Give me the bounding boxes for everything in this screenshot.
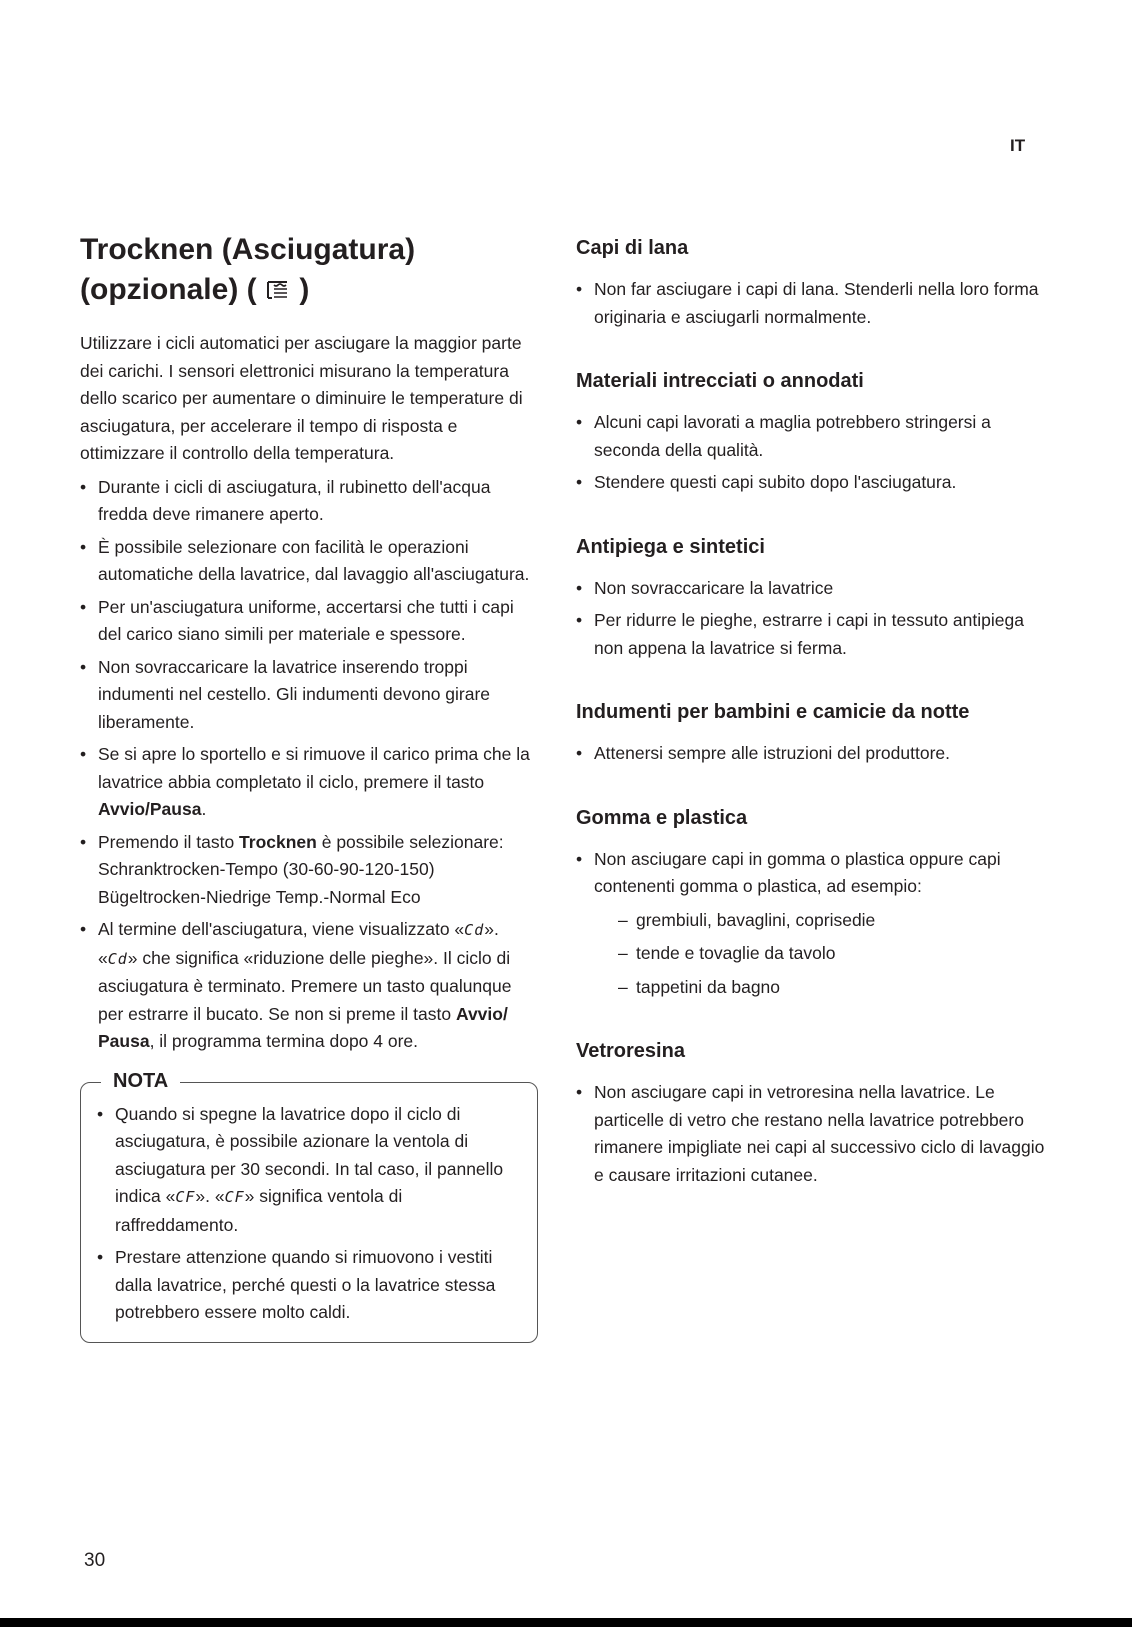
list-item [80, 916, 538, 1056]
bullet-text-after: è possibile selezionare: [316, 831, 504, 852]
bullet-list [80, 474, 538, 1056]
bullet-dot: • [97, 1103, 104, 1124]
bullet-text: È possibile selezionare con facilità le operazioni automatiche della lavatrice, dal lavaggio all'asciugatura. [98, 536, 530, 584]
button-name-avvio-pausa: Avvio/ Pausa [98, 1003, 508, 1051]
bullet-text: Non asciugare capi in vetroresina nella lavatrice. Le particelle di vetro che restano nella lavatrice potrebbero rimanere impigliate nei capi al successivo ciclo di lavaggio e causare irritazioni cutanee. [594, 1082, 1045, 1185]
bullet-dot: • [80, 656, 87, 677]
bullet-dot: • [576, 577, 583, 598]
bullet-text: Non far asciugare i capi di lana. Stenderli nella loro forma originaria e asciugarli normalmente. [594, 279, 1039, 327]
title-line1: Trocknen (Asciugatura) [80, 233, 416, 266]
bullet-text: Non sovraccaricare la lavatrice [594, 577, 834, 598]
bullet-list [576, 846, 1046, 1002]
bullet-text: ». « [98, 919, 499, 968]
list-item [80, 474, 538, 529]
bullet-dot: • [576, 279, 583, 299]
bullet-dot: • [576, 472, 583, 492]
bullet-dot: • [80, 476, 87, 497]
list-item [80, 654, 538, 737]
bullet-text: Premendo il tasto [98, 831, 240, 852]
list-item [618, 974, 1046, 1002]
list-item [576, 607, 1046, 662]
dash-list [594, 907, 1046, 1002]
section-heading: Antipiega e sintetici [576, 535, 765, 558]
note-box [80, 1069, 538, 1343]
bullet-list [576, 575, 1046, 663]
page-title [80, 230, 538, 310]
note-text: ». « [195, 1186, 225, 1206]
note-text: » significa ventola di raffreddamento. [115, 1186, 403, 1235]
section-capi-di-lana [576, 234, 1046, 331]
language-code: IT [1010, 136, 1026, 155]
section-heading: Indumenti per bambini e camicie da notte [576, 701, 970, 723]
bullet-text-end: . [201, 799, 207, 819]
bullet-text: Attenersi sempre alle istruzioni del produttore. [594, 743, 951, 763]
list-item [618, 907, 1046, 935]
bullet-text: Non asciugare capi in gomma o plastica oppure capi contenenti gomma o plastica, ad esempio: [594, 848, 1001, 896]
dash-text: tappetini da bagno [636, 976, 781, 997]
bullet-dot: • [80, 919, 87, 939]
section-heading: Vetroresina [576, 1040, 685, 1062]
note-text: Quando si spegne la lavatrice dopo il ciclo di asciugatura, è possibile azionare la ventola di asciugatura per 30 secondi. In tal caso, il pannello indica « [115, 1103, 504, 1206]
bullet-dot: • [80, 536, 87, 557]
bullet-text: Non sovraccaricare la lavatrice inserendo troppi indumenti nel cestello. Gli indumenti devono girare liberamente. [98, 656, 491, 732]
bullet-dot: • [576, 743, 583, 763]
bullet-dot: • [80, 596, 87, 617]
list-item [576, 846, 1046, 1002]
right-column [576, 234, 1046, 1225]
option-line-2: Bügeltrocken-Niedrige Temp.-Normal Eco [98, 886, 421, 907]
note-title: NOTA [101, 1069, 180, 1093]
display-code-cd: Cd [107, 949, 128, 968]
list-item [97, 1101, 519, 1240]
bullet-text: Alcuni capi lavorati a maglia potrebbero stringersi a seconda della qualità. [594, 412, 991, 460]
bottom-rule [0, 1618, 1132, 1627]
display-code-cf: CF [175, 1188, 196, 1206]
bullet-text-end: , il programma termina dopo 4 ore. [149, 1031, 419, 1051]
bullet-dot: • [576, 610, 583, 630]
list-item [618, 940, 1046, 968]
list-item [576, 469, 1046, 497]
section-materiali-intrecciati [576, 367, 1046, 497]
left-column [80, 230, 538, 1343]
bullet-text: Stendere questi capi subito dopo l'asciugatura. [594, 472, 957, 492]
option-line-1: Schranktrocken-Tempo (30-60-90-120-150) [98, 859, 435, 879]
bullet-dot: • [80, 831, 87, 852]
section-vetroresina [576, 1037, 1046, 1189]
display-code-cd: Cd [464, 921, 485, 939]
list-item [576, 575, 1046, 603]
bullet-text: » che significa «riduzione delle pieghe». Il ciclo di asciugatura è terminato. Premere un tasto qualunque per estrarre il bucato. Se non si preme il tasto [98, 947, 512, 1024]
bullet-dot: • [80, 744, 87, 764]
note-text: Prestare attenzione quando si rimuovono i vestiti dalla lavatrice, perché questi o la lavatrice stessa potrebbero essere molto caldi. [115, 1247, 496, 1322]
dash-text: tende e tovaglie da tavolo [636, 943, 836, 963]
dash-mark: – [618, 943, 628, 963]
section-gomma-plastica [576, 804, 1046, 1002]
dash-text: grembiuli, bavaglini, coprisedie [636, 909, 876, 930]
section-heading: Materiali intrecciati o annodati [576, 370, 864, 392]
bullet-dot: • [576, 848, 583, 869]
dash-mark: – [618, 909, 628, 930]
list-item [576, 276, 1046, 331]
bullet-text: Durante i cicli di asciugatura, il rubinetto dell'acqua fredda deve rimanere aperto. [98, 476, 491, 524]
bullet-dot: • [97, 1247, 104, 1267]
bullet-list [576, 276, 1046, 331]
section-indumenti-bambini [576, 698, 1046, 768]
bullet-text: Per un'asciugatura uniforme, accertarsi che tutti i capi del carico siano simili per materiale e spessore. [98, 596, 514, 644]
bullet-text: Se si apre lo sportello e si rimuove il carico prima che la lavatrice abbia completato il ciclo, premere il tasto [98, 744, 530, 792]
list-item [80, 829, 538, 912]
list-item [80, 534, 538, 589]
bullet-list [576, 1079, 1046, 1189]
list-item [80, 741, 538, 824]
bullet-dot: • [576, 412, 583, 432]
bullet-list [576, 409, 1046, 497]
intro-paragraph: Utilizzare i cicli automatici per asciugare la maggior parte dei carichi. I sensori elettronici misurano la temperatura dello scarico per aumentare o diminuire le temperature di asciugatura, per accelerare il tempo di risposta e ottimizzare il controllo della temperatura. [80, 333, 523, 463]
bullet-list [576, 740, 1046, 768]
dash-mark: – [618, 976, 628, 997]
button-name-avvio-pausa: Avvio/Pausa [98, 799, 202, 819]
section-heading: Capi di lana [576, 237, 689, 259]
list-item [576, 740, 1046, 768]
list-item [80, 594, 538, 649]
dry-symbol-icon [265, 273, 291, 299]
note-list [97, 1101, 519, 1327]
title-line2-suffix: ) [299, 273, 310, 306]
section-antipiega [576, 533, 1046, 663]
page-number: 30 [84, 1550, 106, 1571]
bullet-text: Per ridurre le pieghe, estrarre i capi in tessuto antipiega non appena la lavatrice si ferma. [594, 610, 1024, 658]
bullet-dot: • [576, 1082, 583, 1102]
list-item [97, 1244, 519, 1327]
list-item [576, 1079, 1046, 1189]
title-line2-prefix: (opzionale) ( [80, 273, 257, 306]
bullet-text: Al termine dell'asciugatura, viene visualizzato « [98, 919, 465, 939]
section-heading: Gomma e plastica [576, 806, 748, 829]
display-code-cf: CF [224, 1188, 245, 1206]
list-item [576, 409, 1046, 464]
button-name-trocknen: Trocknen [239, 831, 317, 852]
